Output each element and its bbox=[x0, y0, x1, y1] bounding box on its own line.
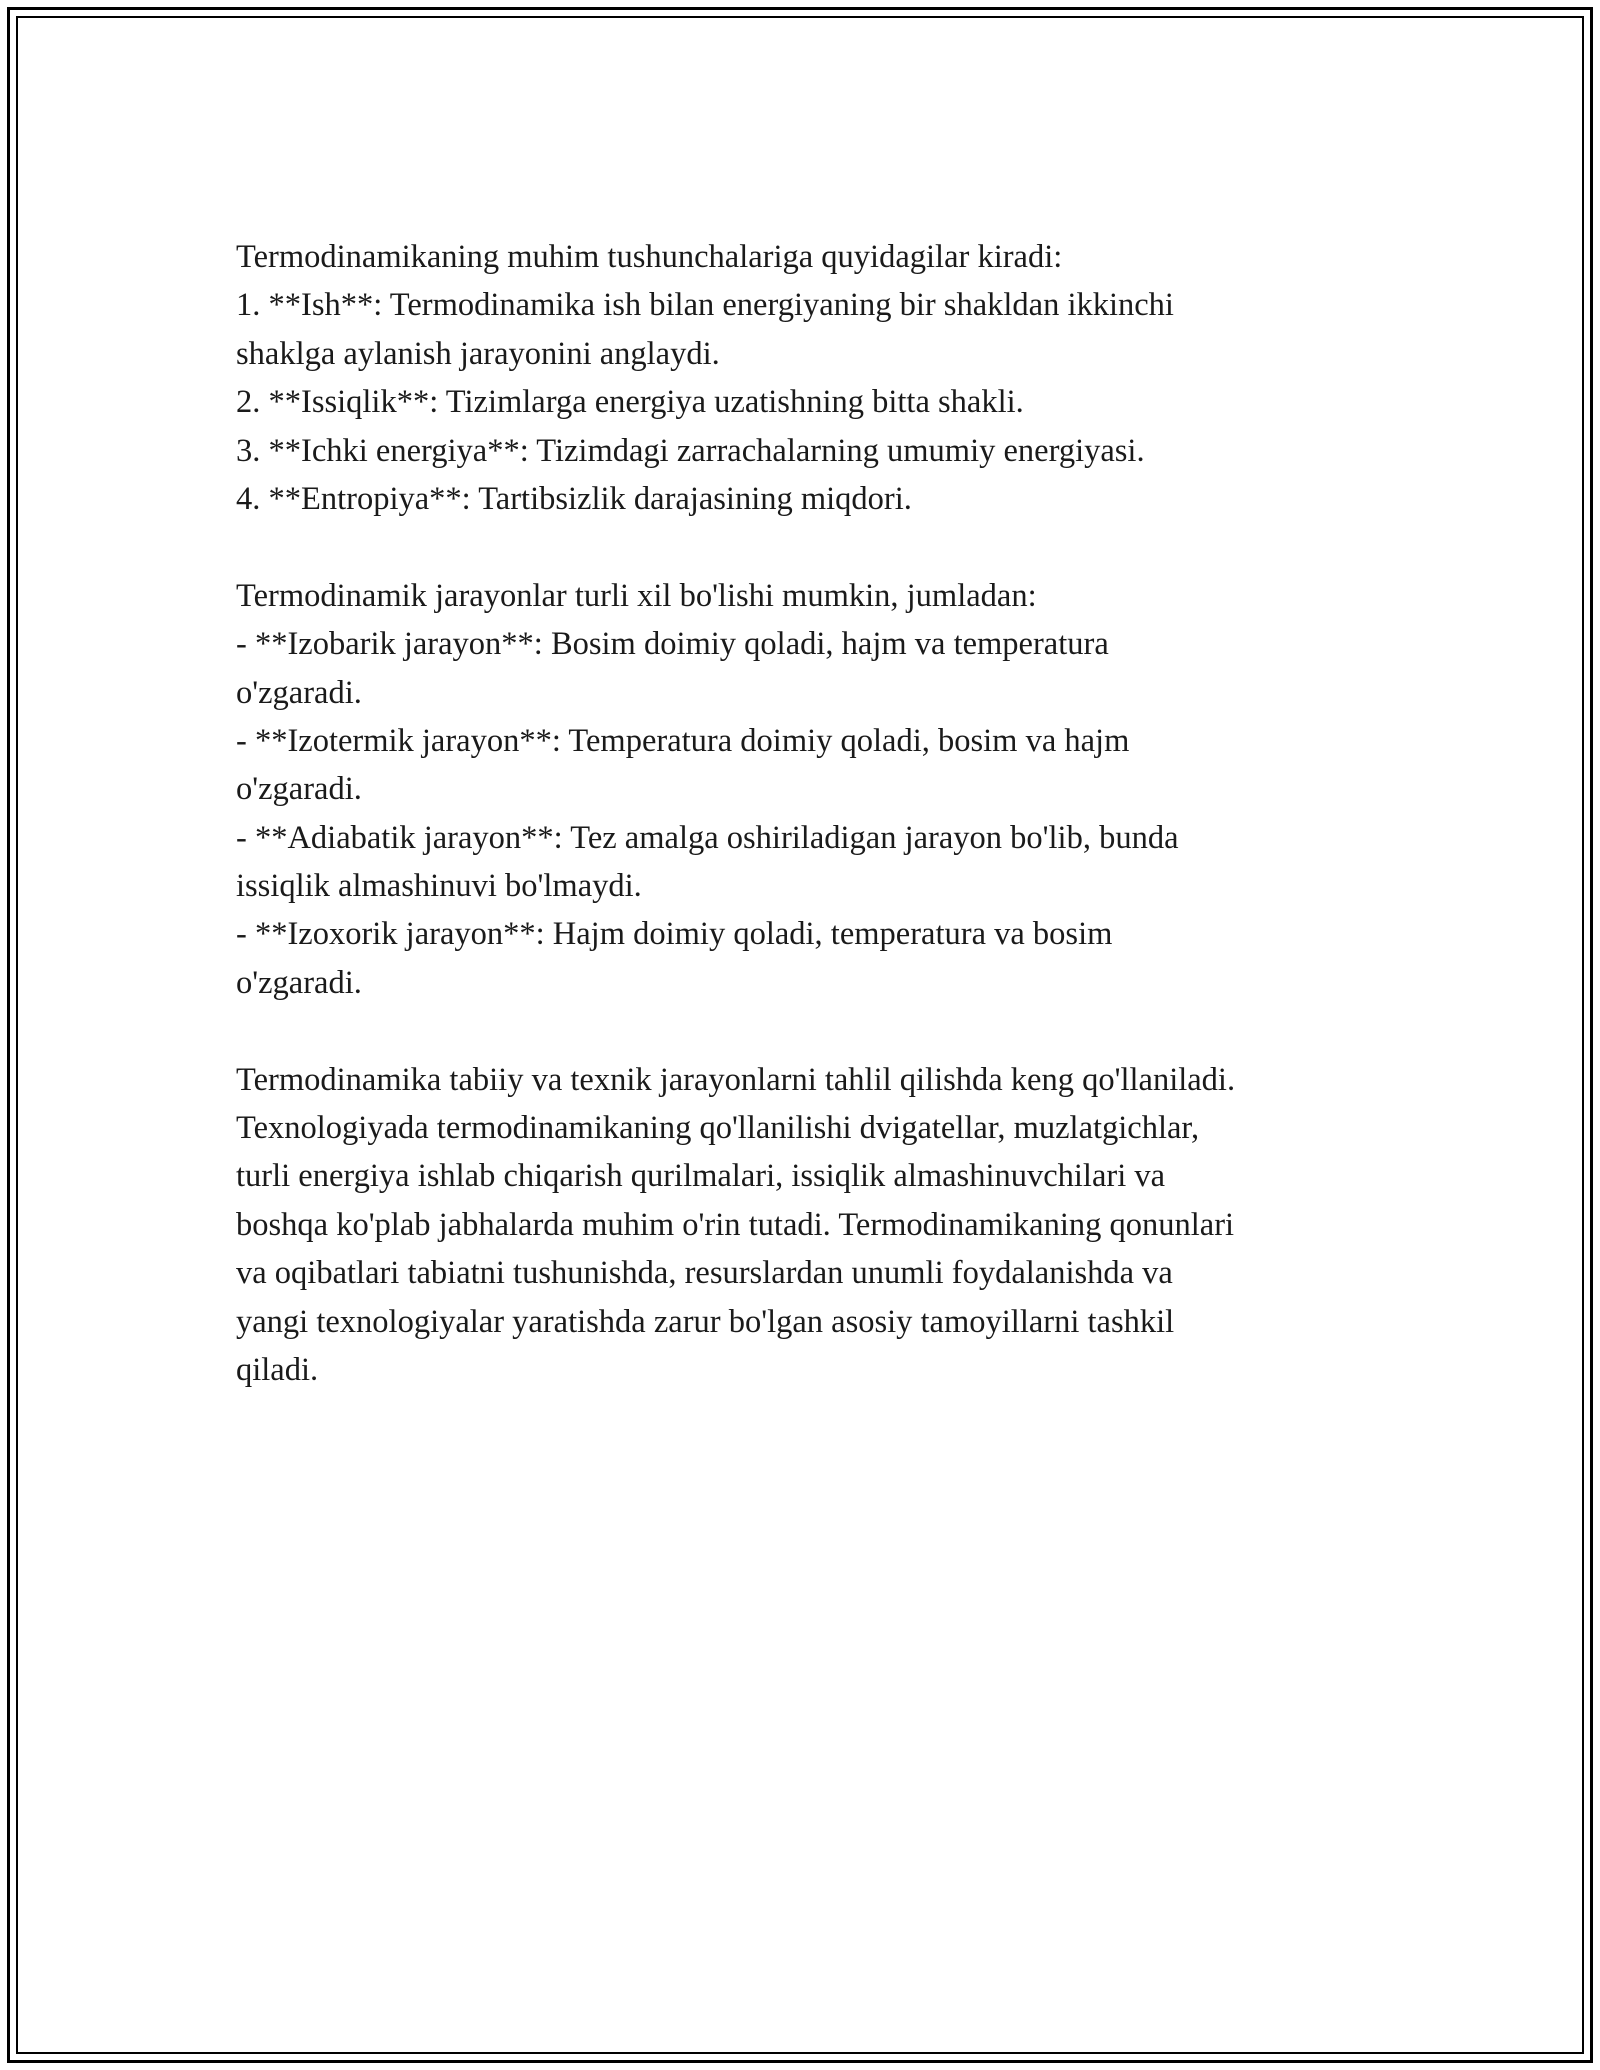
section-applications bbox=[236, 1056, 1386, 1395]
process-item-isothermal: - **Izotermik jarayon**: Temperatura doimiy qoladi, bosim va hajm bbox=[236, 722, 1130, 759]
process-item-adiabatic: - **Adiabatik jarayon**: Tez amalga oshiriladigan jarayon bo'lib, bunda bbox=[236, 819, 1179, 856]
section-concepts bbox=[236, 233, 1386, 523]
process-item-adiabatic-cont: issiqlik almashinuvi bo'lmaydi. bbox=[236, 868, 642, 905]
applications-line: Termodinamika tabiiy va texnik jarayonlarni tahlil qilishda keng qo'llaniladi. bbox=[236, 1061, 1236, 1098]
paragraph-gap bbox=[236, 1007, 1386, 1055]
applications-line: yangi texnologiyalar yaratishda zarur bo'lgan asosiy tamoyillarni tashkil bbox=[236, 1303, 1175, 1340]
document-body bbox=[236, 233, 1386, 1394]
applications-line: qiladi. bbox=[236, 1351, 319, 1388]
process-item-isochoric-cont: o'zgaradi. bbox=[236, 964, 362, 1001]
applications-line: turli energiya ishlab chiqarish qurilmalari, issiqlik almashinuvchilari va bbox=[236, 1158, 1166, 1195]
concept-item-internal-energy: 3. **Ichki energiya**: Tizimdagi zarrachalarning umumiy energiyasi. bbox=[236, 432, 1145, 469]
applications-line: boshqa ko'plab jabhalarda muhim o'rin tutadi. Termodinamikaning qonunlari bbox=[236, 1206, 1235, 1243]
concepts-intro: Termodinamikaning muhim tushunchalariga quyidagilar kiradi: bbox=[236, 239, 1063, 275]
concept-item-entropy: 4. **Entropiya**: Tartibsizlik darajasining miqdori. bbox=[236, 480, 912, 517]
process-item-isobaric: - **Izobarik jarayon**: Bosim doimiy qoladi, hajm va temperatura bbox=[236, 626, 1109, 663]
processes-intro: Termodinamik jarayonlar turli xil bo'lishi mumkin, jumladan: bbox=[236, 577, 1037, 614]
concept-item-heat: 2. **Issiqlik**: Tizimlarga energiya uzatishning bitta shakli. bbox=[236, 384, 1024, 421]
section-processes bbox=[236, 572, 1386, 1008]
process-item-isobaric-cont: o'zgaradi. bbox=[236, 674, 362, 711]
process-item-isochoric: - **Izoxorik jarayon**: Hajm doimiy qoladi, temperatura va bosim bbox=[236, 916, 1113, 953]
paragraph-gap bbox=[236, 523, 1386, 571]
concept-item-work: 1. **Ish**: Termodinamika ish bilan energiyaning bir shakldan ikkinchi bbox=[236, 287, 1174, 324]
process-item-isothermal-cont: o'zgaradi. bbox=[236, 771, 362, 808]
applications-line: Texnologiyada termodinamikaning qo'llanilishi dvigatellar, muzlatgichlar, bbox=[236, 1110, 1200, 1147]
applications-line: va oqibatlari tabiatni tushunishda, resurslardan unumli foydalanishda va bbox=[236, 1255, 1173, 1292]
concept-item-work-cont: shaklga aylanish jarayonini anglaydi. bbox=[236, 335, 720, 372]
